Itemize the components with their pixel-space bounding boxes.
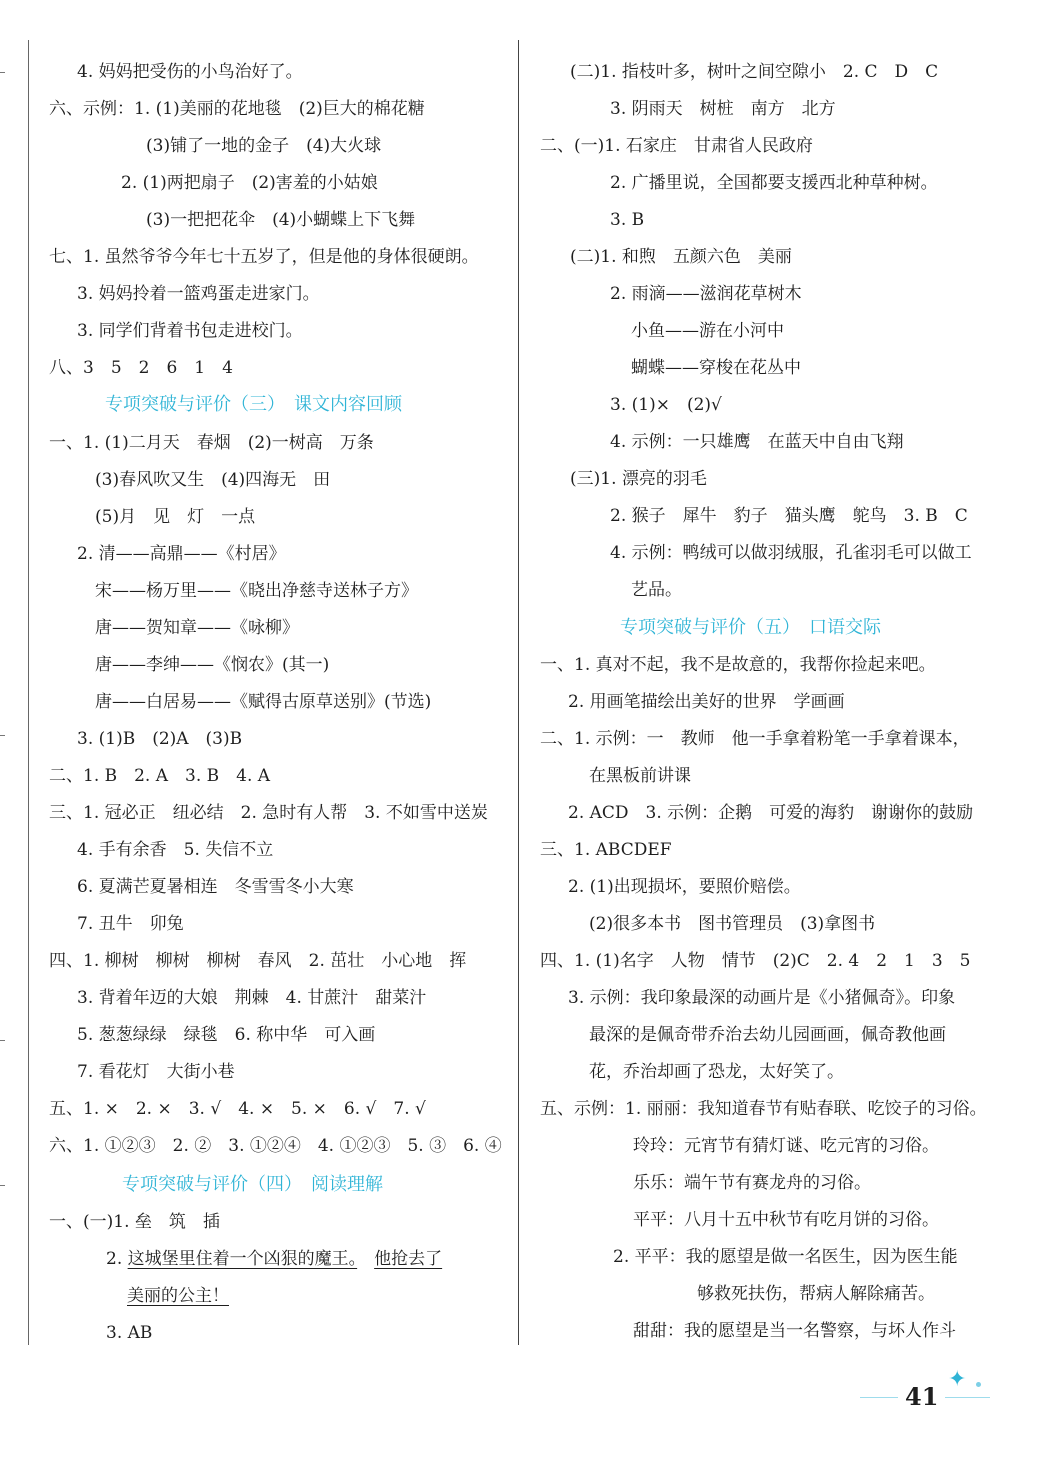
answer-line: [127, 1288, 229, 1305]
answer-line: (3)铺了一地的金子 (4)大火球: [146, 136, 382, 156]
footer-line-right: [945, 1397, 990, 1398]
answer-line: 玲玲：元宵节有猜灯谜、吃元宵的习俗。: [633, 1136, 939, 1156]
answer-line: 唐——李绅——《悯农》(其一): [95, 655, 330, 675]
answer-line: 7. 丑牛 卯兔: [77, 914, 184, 934]
column-divider: [518, 40, 519, 1345]
answer-line: 3. (1)B (2)A (3)B: [77, 729, 243, 749]
answer-line: 五、1. × 2. × 3. √ 4. × 5. × 6. √ 7. √: [49, 1099, 426, 1119]
answer-line: 7. 看花灯 大街小巷: [77, 1062, 235, 1082]
answer-line: (二)1. 指枝叶多，树叶之间空隙小 2. C D C: [570, 62, 939, 82]
answer-line: 2. 猴子 犀牛 豹子 猫头鹰 鸵鸟 3. B C: [610, 506, 968, 526]
answer-line: 3. B: [610, 210, 645, 230]
answer-line: 唐——白居易——《赋得古原草送别》(节选): [95, 692, 432, 712]
answer-line: 最深的是佩奇带乔治去幼儿园画画，佩奇教他画: [589, 1025, 946, 1045]
answer-line: 小鱼——游在小河中: [631, 321, 784, 341]
answer-line: 四、1. 柳树 柳树 柳树 春风 2. 茁壮 小心地 挥: [49, 951, 467, 971]
answer-line: 2. 广播里说，全国都要支援西北种草种树。: [610, 173, 938, 193]
answer-line: 花，乔治却画了恐龙，太好笑了。: [589, 1062, 844, 1082]
answer-line: (二)1. 和煦 五颜六色 美丽: [570, 247, 792, 267]
answer-line: 六、示例：1. (1)美丽的花地毯 (2)巨大的棉花糖: [49, 99, 425, 119]
footer-line-left: [860, 1397, 898, 1398]
answer-line: 三、1. ABCDEF: [540, 840, 672, 860]
answer-line: 4. 示例：鸭绒可以做羽绒服，孔雀羽毛可以做工: [610, 543, 972, 563]
answer-line: 4. 妈妈把受伤的小鸟治好了。: [77, 62, 303, 82]
margin-tick: [0, 72, 5, 73]
answer-line: 四、1. (1)名字 人物 情节 (2)C 2. 4 2 1 3 5: [540, 951, 971, 971]
answer-line: 2. (1)出现损坏，要照价赔偿。: [568, 877, 801, 897]
answer-line: 艺品。: [631, 580, 682, 600]
answer-line: 宋——杨万里——《晓出净慈寺送林子方》: [95, 581, 418, 601]
answer-line: 2. 用画笔描绘出美好的世界 学画画: [568, 692, 845, 712]
answer-line: 一、1. 真对不起，我不是故意的，我帮你捡起来吧。: [540, 655, 936, 675]
underlined-sentence: 美丽的公主！: [127, 1286, 229, 1306]
answer-line: 一、(一)1. 垒 筑 插: [49, 1212, 220, 1232]
answer-line: 三、1. 冠必正 纽必结 2. 急时有人帮 3. 不如雪中送炭: [49, 803, 488, 823]
underlined-sentence: 他抢去了: [374, 1249, 443, 1269]
page-number: 41: [905, 1382, 939, 1411]
answer-line: 二、1. B 2. A 3. B 4. A: [49, 766, 271, 786]
sparkle-icon: ✦: [948, 1367, 967, 1392]
margin-tick: [0, 1185, 5, 1186]
answer-line: 2. 清——高鼎——《村居》: [77, 544, 286, 564]
answer-line: 3. 妈妈拎着一篮鸡蛋走进家门。: [77, 284, 320, 304]
answer-line: 2. (1)两把扇子 (2)害羞的小姑娘: [121, 173, 378, 193]
dot-icon: [976, 1382, 981, 1387]
answer-line: 蝴蝶——穿梭在花丛中: [631, 358, 801, 378]
answer-line: 4. 示例：一只雄鹰 在蓝天中自由飞翔: [610, 432, 904, 452]
answer-line: 2. ACD 3. 示例：企鹅 可爱的海豹 谢谢你的鼓励: [568, 803, 974, 823]
answer-line: 七、1. 虽然爷爷今年七十五岁了，但是他的身体很硬朗。: [49, 247, 479, 267]
answer-line: 平平：八月十五中秋节有吃月饼的习俗。: [633, 1210, 939, 1230]
answer-line: 3. 背着年迈的大娘 荆棘 4. 甘蔗汁 甜菜汁: [77, 988, 427, 1008]
left-margin-rule: [28, 40, 29, 1345]
answer-line: 3. AB: [106, 1323, 153, 1343]
answer-line: 2. 平平：我的愿望是做一名医生，因为医生能: [613, 1247, 958, 1267]
answer-prefix: 2.: [106, 1249, 128, 1269]
section-heading-3: 专项突破与评价（三） 课文内容回顾: [105, 394, 402, 415]
answer-line: 4. 手有余香 5. 失信不立: [77, 840, 274, 860]
answer-line: 5. 葱葱绿绿 绿毯 6. 称中华 可入画: [77, 1025, 376, 1045]
answer-line: 甜甜：我的愿望是当一名警察，与坏人作斗: [633, 1321, 956, 1341]
answer-line: 五、示例：1. 丽丽：我知道春节有贴春联、吃饺子的习俗。: [540, 1099, 987, 1119]
answer-line: (3)一把把花伞 (4)小蝴蝶上下飞舞: [146, 210, 416, 230]
answer-line: 3. 示例：我印象最深的动画片是《小猪佩奇》。印象: [568, 988, 956, 1008]
answer-line: 3. (1)× (2)√: [610, 395, 722, 415]
margin-tick: [0, 735, 5, 736]
answer-line: 3. 阴雨天 树桩 南方 北方: [610, 99, 836, 119]
answer-line: (3)春风吹又生 (4)四海无 田: [95, 470, 331, 490]
answer-line: 二、1. 示例：一 教师 他一手拿着粉笔一手拿着课本，: [540, 729, 970, 749]
answer-line: 3. 同学们背着书包走进校门。: [77, 321, 303, 341]
answer-line: 二、(一)1. 石家庄 甘肃省人民政府: [540, 136, 813, 156]
answer-line: 在黑板前讲课: [589, 766, 691, 786]
answer-line: 一、1. (1)二月天 春烟 (2)一树高 万条: [49, 433, 374, 453]
answer-line: 6. 夏满芒夏暑相连 冬雪雪冬小大寒: [77, 877, 354, 897]
answer-line: 六、1. ①②③ 2. ② 3. ①②④ 4. ①②③ 5. ③ 6. ④: [49, 1136, 502, 1156]
underlined-sentence: 这城堡里住着一个凶狠的魔王。: [127, 1249, 358, 1269]
answer-line: 2. 雨滴——滋润花草树木: [610, 284, 802, 304]
answer-line: [106, 1251, 442, 1268]
answer-line: 够救死扶伤，帮病人解除痛苦。: [697, 1284, 935, 1304]
margin-tick: [0, 1040, 5, 1041]
answer-line: (5)月 见 灯 一点: [95, 507, 256, 527]
section-heading-4: 专项突破与评价（四） 阅读理解: [122, 1174, 383, 1195]
answer-line: (三)1. 漂亮的羽毛: [570, 469, 707, 489]
answer-line: 唐——贺知章——《咏柳》: [95, 618, 299, 638]
answer-line: (2)很多本书 图书管理员 (3)拿图书: [589, 914, 876, 934]
answer-line: 八、3 5 2 6 1 4: [49, 358, 233, 378]
answer-line: 乐乐：端午节有赛龙舟的习俗。: [633, 1173, 871, 1193]
section-heading-5: 专项突破与评价（五） 口语交际: [620, 617, 881, 638]
